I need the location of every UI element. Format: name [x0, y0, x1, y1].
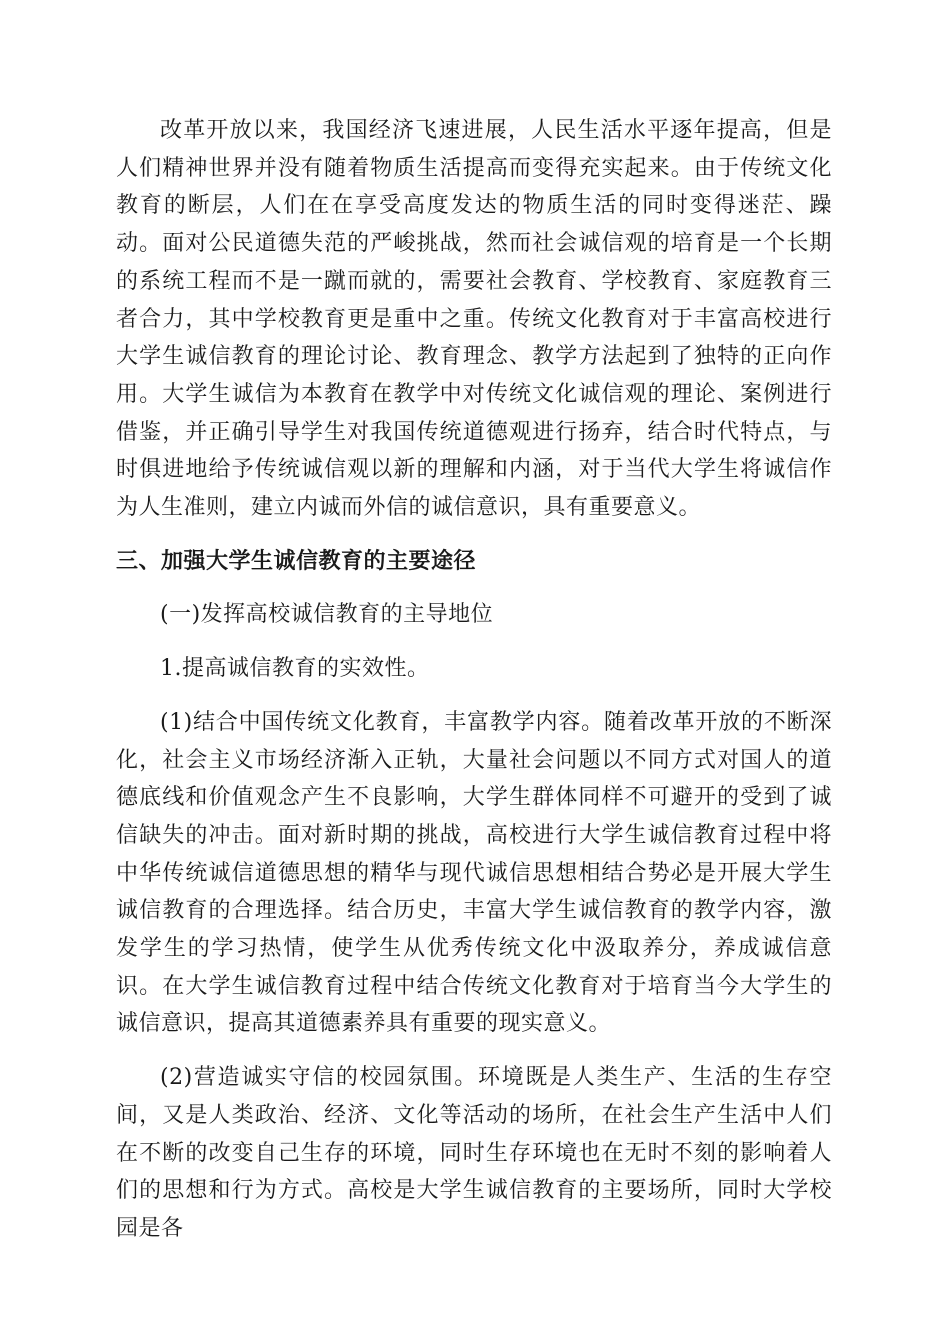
document-page: [116, 112, 832, 1248]
paragraph-intro: 改革开放以来，我国经济飞速进展，人民生活水平逐年提高，但是人们精神世界并没有随着物质生活提高而变得充实起来。由于传统文化教育的断层，人们在在享受高度发达的物质生活的同时变得迷茫、躁动。面对公民道德失范的严峻挑战，然而社会诚信观的培育是一个长期的系统工程而不是一蹴而就的，需要社会教育、学校教育、家庭教育三者合力，其中学校教育更是重中之重。传统文化教育对于丰富高校进行大学生诚信教育的理论讨论、教育理念、教学方法起到了独特的正向作用。大学生诚信为本教育在教学中对传统文化诚信观的理论、案例进行借鉴，并正确引导学生对我国传统道德观进行扬弃，结合时代特点，与时俱进地给予传统诚信观以新的理解和内涵，对于当代大学生将诚信作为人生准则，建立内诚而外信的诚信意识，具有重要意义。: [116, 118, 832, 521]
numbered-item-heading: 1.提高诚信教育的实效性。: [160, 656, 430, 682]
paragraph-item-1: (1)结合中国传统文化教育，丰富教学内容。随着改革开放的不断深化，社会主义市场经济渐入正轨，大量社会问题以不同方式对国人的道德底线和价值观念产生不良影响，大学生群体同样不可避开的受到了诚信缺失的冲击。面对新时期的挑战，高校进行大学生诚信教育过程中将中华传统诚信道德思想的精华与现代诚信思想相结合势必是开展大学生诚信教育的合理选择。结合历史，丰富大学生诚信教育的教学内容，激发学生的学习热情，使学生从优秀传统文化中汲取养分，养成诚信意识。在大学生诚信教育过程中结合传统文化教育对于培育当今大学生的诚信意识，提高其道德素养具有重要的现实意义。: [116, 709, 832, 1037]
subsection-heading: (一)发挥高校诚信教育的主导地位: [160, 602, 494, 628]
paragraph-item-2: (2)营造诚实守信的校园氛围。环境既是人类生产、生活的生存空间，又是人类政治、经济、文化等活动的场所，在社会生产生活中人们在不断的改变自己生存的环境，同时生存环境也在无时不刻的影响着人们的思想和行为方式。高校是大学生诚信教育的主要场所，同时大学校园是各: [116, 1065, 832, 1241]
section-heading: 三、加强大学生诚信教育的主要途径: [116, 547, 477, 574]
